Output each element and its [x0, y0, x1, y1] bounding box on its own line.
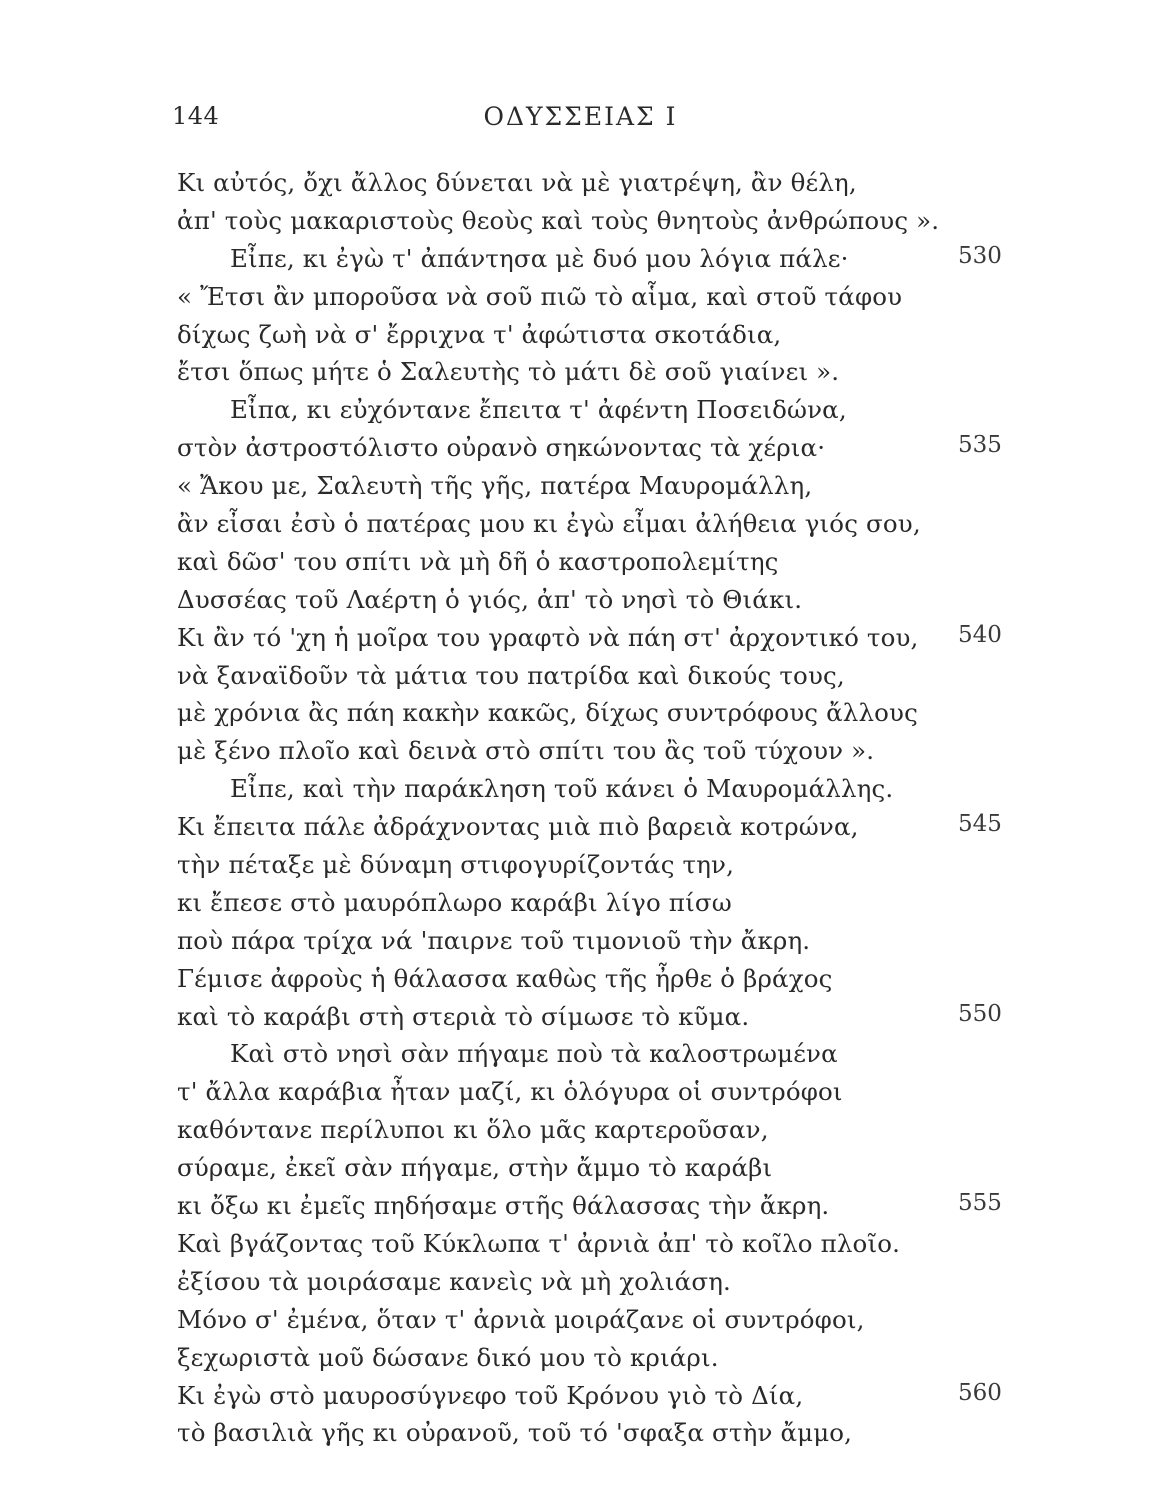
verse-text: Κι ἐγὼ στὸ μαυροσύγνεφο τοῦ Κρόνου γιὸ τὸ Δία, [177, 1380, 804, 1410]
line-number: 530 [958, 242, 1002, 269]
verse-text: τ' ἄλλα καράβια ἦταν μαζί, κι ὁλόγυρα οἱ συντρόφοι [177, 1077, 843, 1107]
verse-text: ἔτσι ὅπως μήτε ὁ Σαλευτὴς τὸ μάτι δὲ σοῦ γιαίνει ». [177, 357, 840, 387]
verse-text: Κι αὐτός, ὄχι ἄλλος δύνεται νὰ μὲ γιατρέψη, ἂν θέλη, [177, 168, 857, 197]
verse-text: κι ὄξω κι ἐμεῖς πηδήσαμε στῆς θάλασσας τὴν ἄκρη. [177, 1191, 830, 1221]
verse-line [0, 543, 1161, 581]
verse-line [0, 391, 1161, 429]
verse-line [0, 164, 1161, 202]
verse-text: Κι ἂν τό 'χη ἡ μοῖρα του γραφτὸ νὰ πάη στ' ἀρχοντικό του, [177, 622, 919, 652]
verse-text: Γέμισε ἀφροὺς ἡ θάλασσα καθὼς τῆς ἦρθε ὁ βράχος [177, 963, 833, 993]
verse-line [0, 808, 1161, 846]
line-number: 555 [958, 1190, 1002, 1217]
verse-text: τὴν πέταξε μὲ δύναμη στιφογυρίζοντάς την, [177, 850, 735, 880]
verse-line [0, 505, 1161, 543]
verse-text: νὰ ξαναϊδοῦν τὰ μάτια του πατρίδα καὶ δικούς τους, [177, 660, 845, 690]
verse-line [0, 1111, 1161, 1149]
verse-line [0, 1301, 1161, 1339]
verse-text: Κι ἔπειτα πάλε ἀδράχνοντας μιὰ πιὸ βαρειὰ κοτρώνα, [177, 812, 859, 842]
verse-line [0, 278, 1161, 316]
verse-text: Καὶ βγάζοντας τοῦ Κύκλωπα τ' ἀρνιὰ ἀπ' τὸ κοῖλο πλοῖο. [177, 1228, 901, 1258]
verse-line [0, 429, 1161, 467]
verse-text: καὶ τὸ καράβι στὴ στεριὰ τὸ σίμωσε τὸ κῦμα. [177, 1001, 750, 1031]
verse-line [0, 1339, 1161, 1377]
verse-text: Δυσσέας τοῦ Λαέρτη ὁ γιός, ἀπ' τὸ νησὶ τὸ Θιάκι. [177, 584, 803, 614]
verse-line [0, 694, 1161, 732]
verse-text: Εἶπα, κι εὐχόντανε ἔπειτα τ' ἀφέντη Ποσειδώνα, [230, 395, 847, 425]
verse-text: ποὺ πάρα τρίχα νά 'παιρνε τοῦ τιμονιοῦ τὴν ἄκρη. [177, 925, 811, 955]
verse-line [0, 1225, 1161, 1263]
verse-text: δίχως ζωὴ νὰ σ' ἔρριχνα τ' ἀφώτιστα σκοτάδια, [177, 319, 782, 349]
verse-text: καὶ δῶσ' του σπίτι νὰ μὴ δῆ ὁ καστροπολεμίτης [177, 546, 779, 576]
line-number: 560 [958, 1379, 1002, 1406]
verse-text: καθόντανε περίλυποι κι ὅλο μᾶς καρτεροῦσαν, [177, 1115, 769, 1145]
line-number: 545 [958, 811, 1002, 838]
verse-line [0, 202, 1161, 240]
verse-text: ἀπ' τοὺς μακαριστοὺς θεοὺς καὶ τοὺς θνητοὺς ἀνθρώπους ». [177, 205, 940, 235]
verse-line [0, 316, 1161, 354]
verse-list [0, 164, 1161, 1452]
verse-text: μὲ χρόνια ἂς πάη κακὴν κακῶς, δίχως συντρόφους ἄλλους [177, 698, 918, 728]
verse-line [0, 1377, 1161, 1415]
verse-line [0, 240, 1161, 278]
verse-text: τὸ βασιλιὰ γῆς κι οὐρανοῦ, τοῦ τό 'σφαξα στὴν ἄμμο, [177, 1418, 853, 1448]
verse-line [0, 581, 1161, 619]
verse-line [0, 846, 1161, 884]
verse-text: Εἶπε, κι ἐγὼ τ' ἀπάντησα μὲ δυό μου λόγια πάλε· [230, 243, 849, 273]
verse-text: ἂν εἶσαι ἐσὺ ὁ πατέρας μου κι ἐγὼ εἶμαι ἀλήθεια γιός σου, [177, 509, 921, 539]
running-title: ΟΔΥΣΣΕΙΑΣ Ι [483, 102, 678, 131]
verse-line [0, 998, 1161, 1036]
line-number: 540 [958, 621, 1002, 648]
verse-line [0, 732, 1161, 770]
line-number: 535 [958, 432, 1002, 459]
verse-line [0, 922, 1161, 960]
verse-line [0, 619, 1161, 657]
verse-text: ξεχωριστὰ μοῦ δώσανε δικό μου τὸ κριάρι. [177, 1342, 719, 1372]
verse-line [0, 1035, 1161, 1073]
verse-text: Καὶ στὸ νησὶ σὰν πήγαμε ποὺ τὰ καλοστρωμένα [230, 1039, 838, 1069]
verse-text: ἐξίσου τὰ μοιράσαμε κανεὶς νὰ μὴ χολιάση. [177, 1266, 731, 1296]
verse-text: « Ἄκου με, Σαλευτὴ τῆς γῆς, πατέρα Μαυρομάλλη, [177, 471, 813, 501]
page-number: 144 [172, 102, 220, 130]
verse-line [0, 1414, 1161, 1452]
verse-line [0, 960, 1161, 998]
verse-line [0, 884, 1161, 922]
page-header [0, 98, 1161, 148]
verse-line [0, 1073, 1161, 1111]
verse-line [0, 657, 1161, 695]
verse-line [0, 770, 1161, 808]
verse-line [0, 1187, 1161, 1225]
verse-line [0, 353, 1161, 391]
verse-text: στὸν ἀστροστόλιστο οὐρανὸ σηκώνοντας τὰ χέρια· [177, 433, 826, 463]
verse-text: Εἶπε, καὶ τὴν παράκληση τοῦ κάνει ὁ Μαυρομάλλης. [230, 774, 894, 804]
verse-text: Μόνο σ' ἐμένα, ὅταν τ' ἀρνιὰ μοιράζανε οἱ συντρόφοι, [177, 1304, 865, 1334]
line-number: 550 [958, 1000, 1002, 1027]
verse-line [0, 467, 1161, 505]
verse-text: σύραμε, ἐκεῖ σὰν πήγαμε, στὴν ἄμμο τὸ καράβι [177, 1153, 773, 1183]
verse-line [0, 1263, 1161, 1301]
verse-text: κι ἔπεσε στὸ μαυρόπλωρο καράβι λίγο πίσω [177, 887, 732, 917]
verse-text: μὲ ξένο πλοῖο καὶ δεινὰ στὸ σπίτι του ἂς τοῦ τύχουν ». [177, 736, 875, 766]
verse-text: « Ἔτσι ἂν μποροῦσα νὰ σοῦ πιῶ τὸ αἷμα, καὶ στοῦ τάφου [177, 281, 903, 311]
verse-line [0, 1149, 1161, 1187]
